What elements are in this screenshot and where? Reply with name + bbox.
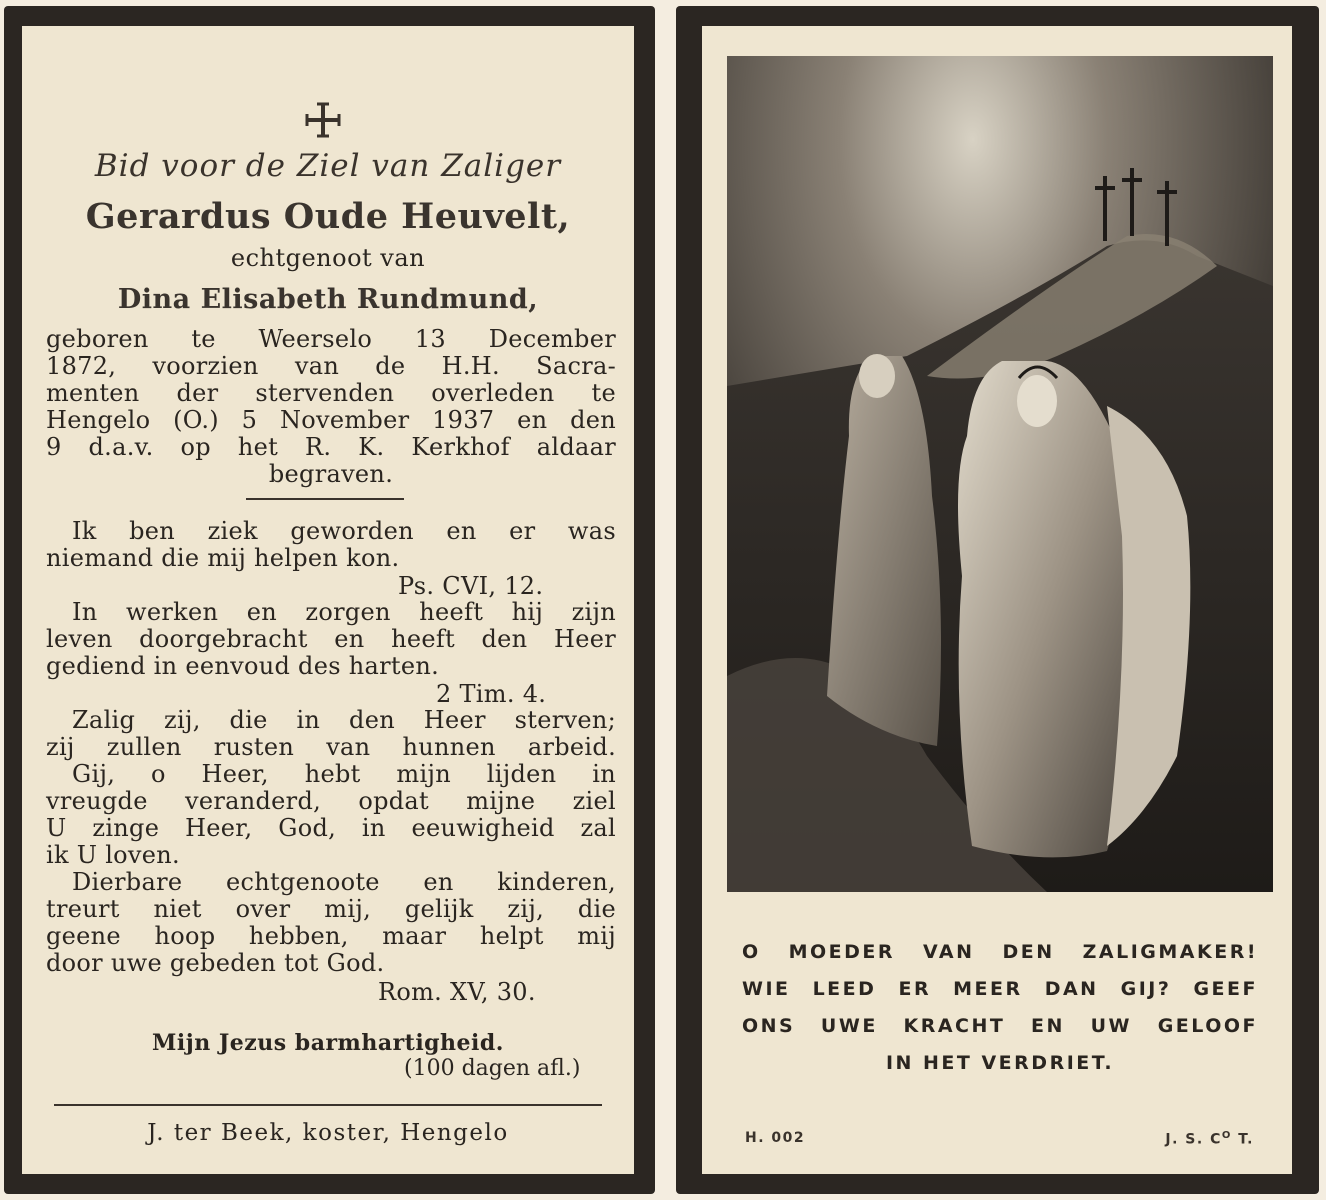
bio-line: Hengelo (O.) 5 November 1937 en den (46, 406, 616, 434)
verse-line: U zinge Heer, God, in eeuwigheid zal (46, 814, 616, 842)
verse-line: gediend in eenvoud des harten. (46, 652, 440, 680)
verse-line: geene hoop hebben, maar helpt mij (46, 922, 616, 950)
spouse-name: Dina Elisabeth Rundmund, (117, 284, 539, 315)
bio-line: geboren te Weerselo 13 December (46, 325, 616, 353)
verse-line: zij zullen rusten van hunnen arbeid. (46, 733, 616, 761)
prayer-text (742, 934, 1258, 1082)
closing-prayer: Mijn Jezus barmhartigheid. (152, 1030, 504, 1056)
verse-line: Ik ben ziek geworden en er was (72, 517, 616, 545)
spouse-label: echtgenoot van (230, 244, 426, 272)
intro-line: Bid voor de Ziel van Zaliger (94, 148, 562, 184)
verse-line: In werken en zorgen heeft hij zijn (72, 598, 616, 626)
verse-line: Dierbare echtgenoote en kinderen, (72, 868, 616, 896)
prayer-line: ONS UWE KRACHT EN UW GELOOF (742, 1015, 1258, 1037)
card-paper (22, 26, 634, 1174)
indulgence-note: (100 dagen afl.) (404, 1056, 581, 1081)
printer-credit: J. ter Beek, koster, Hengelo (147, 1120, 509, 1146)
memorial-card-text (4, 6, 655, 1194)
publisher-mark-tail: T. (1231, 1131, 1254, 1148)
illustration-art (727, 56, 1273, 892)
verse-line: Zalig zij, die in den Heer sterven; (72, 706, 616, 734)
crucifixion-illustration (727, 56, 1273, 892)
verse-line: niemand die mij helpen kon. (46, 544, 400, 572)
bio-line: 9 d.a.v. op het R. K. Kerkhof aldaar (46, 433, 616, 461)
card-paper (702, 26, 1292, 1174)
verse-reference: Rom. XV, 30. (378, 978, 536, 1006)
divider (246, 498, 404, 500)
verse-line: treurt niet over mij, gelijk zij, die (46, 895, 616, 923)
cross-icon (305, 102, 341, 138)
bio-line: menten der stervenden overleden te (46, 379, 616, 407)
verse-line: vreugde veranderd, opdat mijne ziel (46, 787, 616, 815)
verse-reference: Ps. CVI, 12. (398, 572, 544, 600)
verse-line: Gij, o Heer, hebt mijn lijden in (72, 760, 616, 788)
prayer-line: WIE LEED ER MEER DAN GIJ? GEEF (742, 978, 1258, 1000)
publisher-mark (1165, 1130, 1254, 1148)
deceased-name: Gerardus Oude Heuvelt, (85, 196, 571, 237)
memorial-card-image (676, 6, 1319, 1194)
publisher-mark-sup: O (1221, 1130, 1232, 1141)
bio-line: 1872, voorzien van de H.H. Sacra- (46, 352, 616, 380)
bottom-divider (54, 1104, 602, 1106)
prayer-line: O MOEDER VAN DEN ZALIGMAKER! (742, 941, 1258, 963)
print-code: H. 002 (745, 1130, 806, 1146)
publisher-mark-text: J. S. C (1165, 1131, 1222, 1148)
bio-line: begraven. (268, 460, 394, 488)
verse-line: leven doorgebracht en heeft den Heer (46, 625, 616, 653)
verse-line: door uwe gebeden tot God. (46, 949, 385, 977)
prayer-line: IN HET VERDRIET. (885, 1052, 1115, 1074)
verse-reference: 2 Tim. 4. (436, 680, 547, 708)
verse-line: ik U loven. (46, 841, 180, 869)
